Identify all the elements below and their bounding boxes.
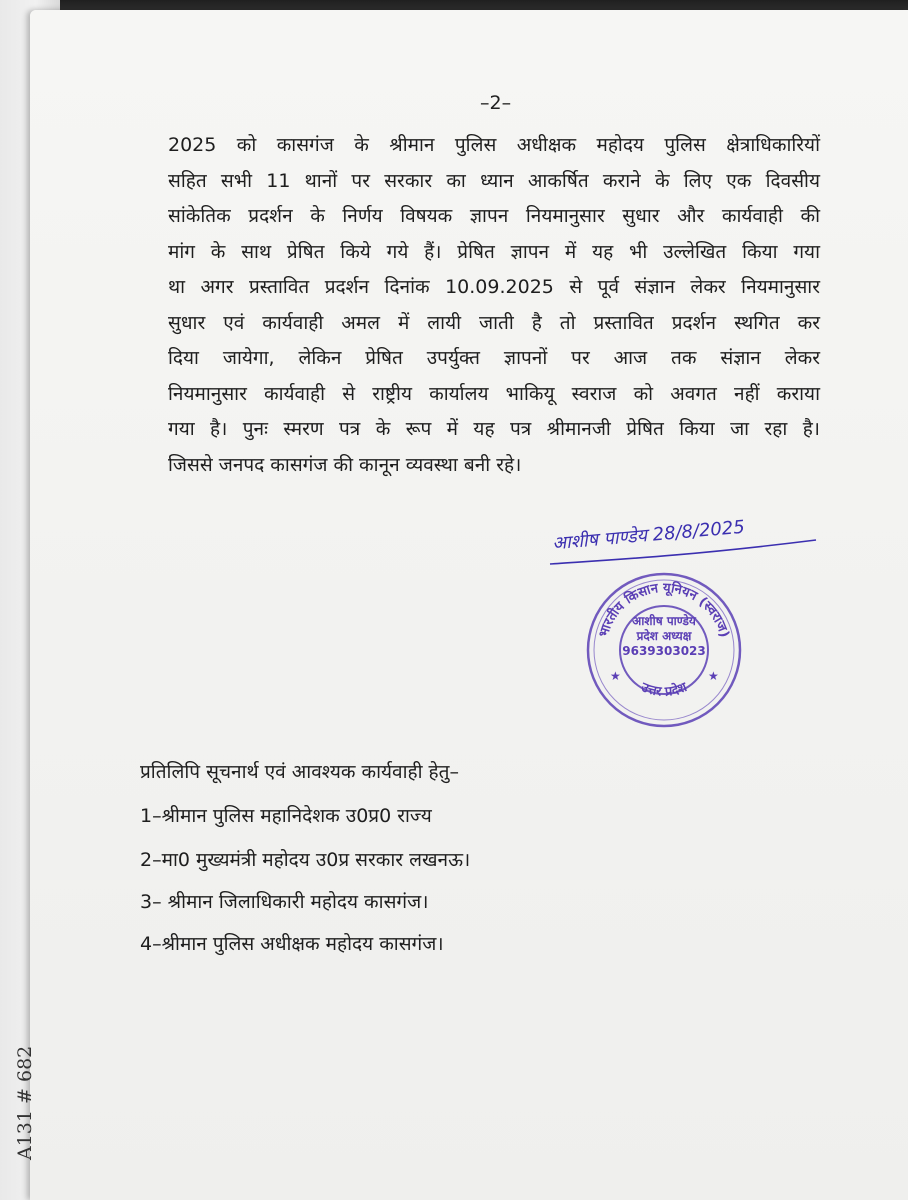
copy-to-item: 1–श्रीमान पुलिस महानिदेशक उ0प्र0 राज्य (140, 805, 432, 827)
copy-to-item: 4–श्रीमान पुलिस अधीक्षक महोदय कासगंज। (140, 933, 444, 955)
seal-designation: प्रदेश अध्यक्ष (636, 629, 692, 643)
svg-text:★: ★ (708, 669, 719, 683)
page-number: –2– (480, 92, 512, 114)
copy-to-heading: प्रतिलिपि सूचनार्थ एवं आवश्यक कार्यवाही हेतु– (140, 761, 459, 783)
paragraph-line: 2025 को कासगंज के श्रीमान पुलिस अधीक्षक महोदय पुलिस क्षेत्राधिकारियों (168, 134, 820, 156)
margin-reference-note: A131 # 682 (14, 1045, 36, 1160)
svg-text:★: ★ (610, 669, 621, 683)
paragraph-line: मांग के साथ प्रेषित किये गये हैं। प्रेषित ज्ञापन में यह भी उल्लेखित किया गया (168, 240, 820, 263)
paragraph-line: नियमानुसार कार्यवाही से राष्ट्रीय कार्यालय भाकियू स्वराज को अवगत नहीं कराया (168, 382, 820, 405)
paragraph-line: सांकेतिक प्रदर्शन के निर्णय विषयक ज्ञापन नियमानुसार सुधार और कार्यवाही की (168, 205, 820, 227)
paragraph-line: था अगर प्रस्तावित प्रदर्शन दिनांक 10.09.2025 से पूर्व संज्ञान लेकर नियमानुसार (168, 276, 820, 298)
paragraph-line: दिया जायेगा, लेकिन प्रेषित उपर्युक्त ज्ञापनों पर आज तक संज्ञान लेकर (168, 347, 821, 369)
seal-ring-bottom-text: उत्तर प्रदेश (638, 680, 690, 700)
seal-name: आशीष पाण्डेय (632, 614, 696, 628)
letter-body-paragraph (168, 128, 820, 483)
paragraph-line: सुधार एवं कार्यवाही अमल में लायी जाती है तो प्रस्तावित प्रदर्शन स्थगित कर (168, 311, 820, 334)
copy-to-item: 2–मा0 मुख्यमंत्री महोदय उ0प्र सरकार लखनऊ। (140, 849, 471, 871)
paragraph-line: जिससे जनपद कासगंज की कानून व्यवस्था बनी रहे। (168, 453, 522, 476)
seal-center-text (612, 614, 716, 659)
seal-ring-top-text: भारतीय किसान यूनियन (स्वराज) (596, 580, 732, 640)
copy-to-item: 3– श्रीमान जिलाधिकारी महोदय कासगंज। (140, 891, 429, 913)
paragraph-line: गया है। पुनः स्मरण पत्र के रूप में यह पत्र श्रीमानजी प्रेषित किया जा रहा है। (168, 418, 820, 440)
handwritten-signature: आशीष पाण्डेय 28/8/2025 (551, 516, 746, 555)
paragraph-line: सहित सभी 11 थानों पर सरकार का ध्यान आकर्षित कराने के लिए एक दिवसीय (168, 169, 820, 192)
svg-text:उत्तर प्रदेश (638, 680, 691, 700)
seal-phone: 9639303023 (622, 644, 706, 658)
